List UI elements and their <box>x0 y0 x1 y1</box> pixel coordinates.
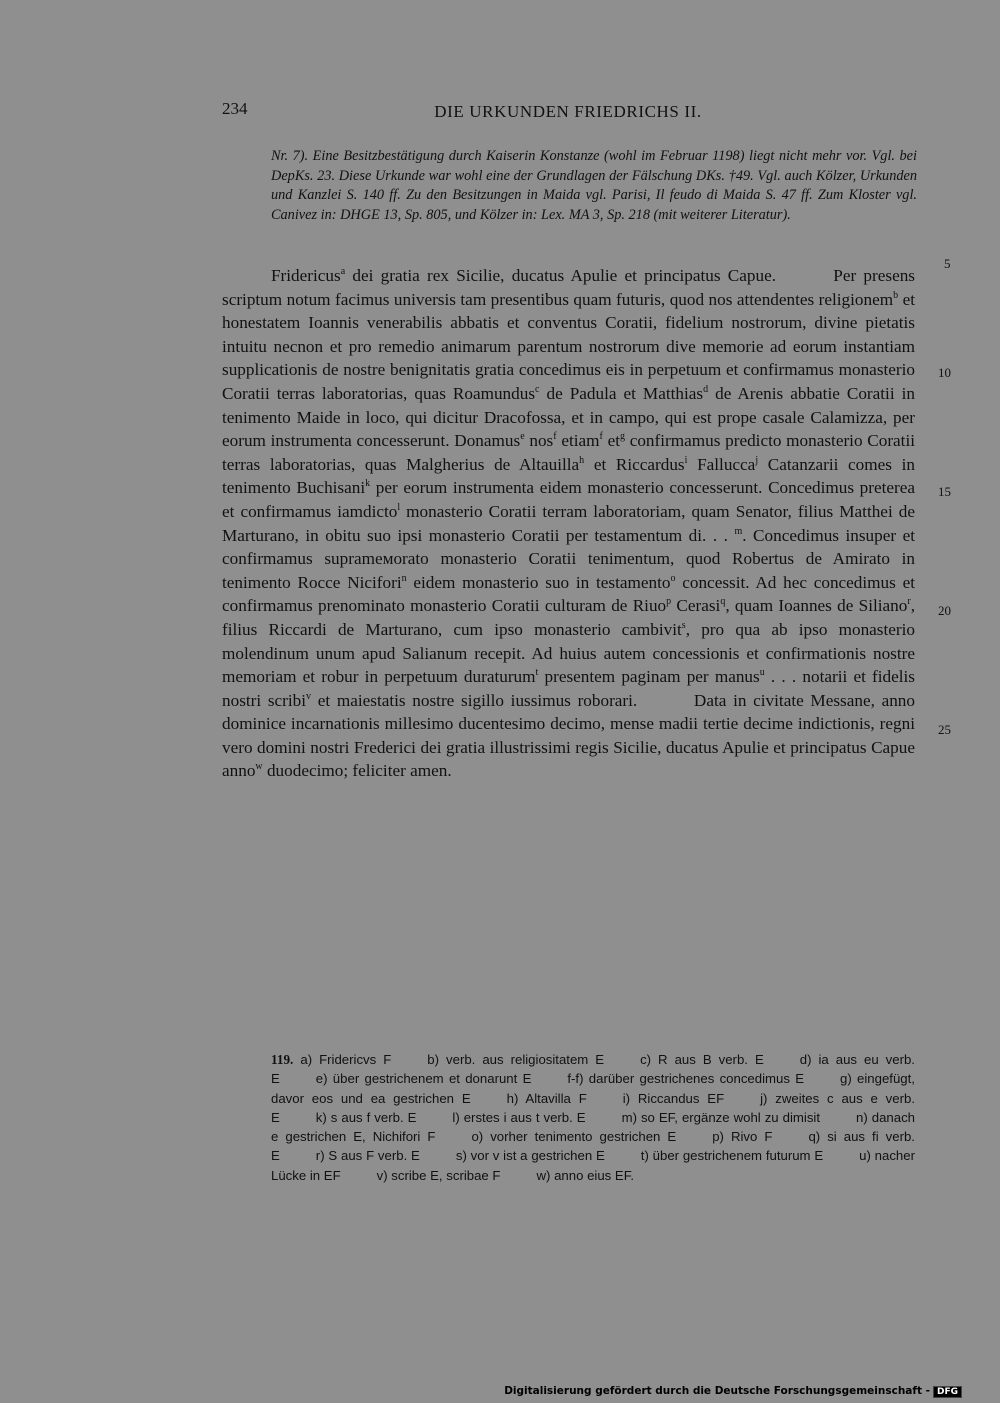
footnote-v: v) scribe E, scribae F <box>376 1167 501 1183</box>
footnote-a: a) Fridericvs F <box>300 1052 392 1067</box>
dfg-logo: DFG <box>933 1386 962 1398</box>
page-number: 234 <box>222 99 248 118</box>
footnote-n: n) danach e gestrichen E, Nichifori F <box>271 1109 916 1145</box>
footnote-marker: c <box>535 383 540 395</box>
footnote-marker: i <box>684 454 688 466</box>
document-number: 119. <box>271 1052 294 1067</box>
footer-text: Digitalisierung gefördert durch die Deutsche Forschungsgemeinschaft - <box>504 1385 930 1397</box>
footnote-e: e) über gestrichenem et donarunt E <box>315 1071 532 1087</box>
footnote-marker: s <box>681 619 686 631</box>
footnote-marker: v <box>306 690 312 702</box>
footnote-g: g) eingefügt, davor eos und ea gestrichen E <box>271 1071 915 1106</box>
footnote-c: c) R aus B verb. E <box>640 1052 764 1067</box>
footnote-marker: r <box>907 596 911 608</box>
footnote-q: q) si aus fi verb. E <box>271 1129 915 1164</box>
footnote-marker: p <box>666 596 672 608</box>
footnote-marker: f <box>599 431 603 443</box>
footnote-marker: m <box>734 525 743 537</box>
footnote-marker: a <box>340 266 346 277</box>
footnote-h: h) Altavilla F <box>506 1090 587 1106</box>
footnote-w: w) anno eius EF. <box>536 1167 634 1183</box>
intro-commentary: Nr. 7). Eine Besitzbestätigung durch Kaiserin Konstanze (wohl im Februar 1198) liegt nicht mehr vor. Vgl. bei DepKs. 23. Diese Urkunde war wohl eine der Grundlagen der Fälschung DKs. †49. Vgl. auch Kölzer, Urkunden und Kanzlei S. 140 ff. Zu den Besitzungen in Maida vgl. Parisi, Il feudo di Maida S. 47 ff. Zum Kloster vgl. Canivez in: DHGE 13, Sp. 805, und Kölzer in: Lex. MA 3, Sp. 218 (mit weiterer Literatur). <box>271 148 917 223</box>
footnote-marker: u <box>759 667 765 679</box>
footnote-t: t) über gestrichenem futurum E <box>640 1148 824 1164</box>
line-number-10: 10 <box>938 365 951 380</box>
footnote-marker: k <box>365 478 371 490</box>
footnote-marker: g <box>619 431 625 443</box>
footnote-marker: l <box>397 501 401 513</box>
footnote-b: b) verb. aus religiositatem E <box>427 1052 605 1067</box>
footnotes <box>271 1050 915 1185</box>
footnote-k: k) s aus f verb. E <box>315 1109 417 1125</box>
line-number-25: 25 <box>938 722 951 737</box>
running-head: DIE URKUNDEN FRIEDRICHS II. <box>434 102 702 121</box>
footnote-marker: f <box>553 431 557 443</box>
footnote-i: i) Riccandus EF <box>622 1090 725 1106</box>
footnote-marker: e <box>520 431 525 443</box>
footnote-marker: d <box>703 383 709 395</box>
footnote-marker: t <box>535 667 539 679</box>
footnote-u: u) nacher Lücke in EF <box>271 1148 915 1183</box>
footnote-d: d) ia aus eu verb. E <box>271 1052 915 1087</box>
footnote-p: p) Rivo F <box>712 1129 773 1145</box>
footnote-marker: j <box>755 454 759 466</box>
footnote-marker: n <box>401 572 407 584</box>
charter-text: Fridericus$^a$ dei gratia rex Sicilie, ducatus Apulie et principatus Capue. Per presens scriptum notum facimus universis tam presentibus quam futuris, quod nos attendentes religionem$^b$ et honestatem Ioannis venerabilis abbatis et conventus Coratii, fidelium nostrorum, divine pietatis intuitu necnon et pro remedio animarum parentum nostrorum dive memorie ad eorum instantiam supplicationis de nostre benignitatis gratia concedimus eis in perpetuum et confirmamus monasterio Coratii terras laboratorias, quas Roamundus$^c$ de Padula et Matthias$^d$ de Arenis abbatie Coratii in tenimento Maide in loco, qui dicitur Dracofossa, et in campo, qui est prope casale Calamizza, per eorum instrumenta concesserunt. Donamus$^e$ nos$^f$ etiam$^f$ $et^g$ confirmamus predicto monasterio Coratii terras laboratorias, quas Malgherius de Altauilla$^h$ et Riccardus$^i$ Fallucca$^j$ Catanzarii comes in tenimento Buchisani$^k$ per eorum instrumenta eidem monasterio concesserunt. Concedimus preterea et confirmamus iamdicto$^l$ monasterio Coratii terram laboratoriam, quam Senator, filius Matthei de Marturano, in obitu suo ipsi monasterio Coratii per testamentum di. . . $^m$. Concedimus insuper et confirmamus suprameмorato monasterio Coratii tenimentum, quod Robertus de Amirato in tenimento Rocce Nicifori$^n$ eidem monasterio suo in testamento$^o$ concessit. Ad hec concedimus et confirmamus prenominato monasterio Coratii culturam de Riuo$^p$ Cerasi$^q$, quam Ioannes de Siliano$^r$, filius Riccardi de Marturano, cum ipso monasterio cambivit$^s$, pro qua ab ipso monasterio molendinum unum apud Salianum recepit. Ad huius autem concessionis et confirmationis nostre memoriam et robur in perpetuum duraturum$^t$ presentem paginam per manus$^u$ . . . notarii et fidelis nostri scribi$^v$ et maiestatis nostre sigillo iussimus roborari. Data in civitate Messane, anno dominice incarnationis millesimo ducentesimo decimo, mense madii tertie decime indictionis, regni vero domini nostri Frederici dei gratia illustrissimi regis Sicilie, ducatus Apulie et principatus Capue anno$^w$ duodecimo; feliciter amen. <box>222 266 916 781</box>
footnote-j: j) zweites c aus e verb. E <box>271 1090 915 1125</box>
footnote-m: m) so EF, ergänze wohl zu dimisit <box>621 1109 821 1125</box>
footnote-marker: q <box>720 596 726 608</box>
footer-credit <box>504 1385 962 1398</box>
footnote-r: r) S aus F verb. E <box>315 1148 420 1164</box>
footnote-f: f-f) darüber gestrichenes concedimus E <box>567 1071 805 1087</box>
line-number-15: 15 <box>938 484 951 499</box>
footnote-marker: o <box>670 572 676 584</box>
line-number-5: 5 <box>944 256 951 271</box>
footnote-marker: w <box>255 761 263 773</box>
footnote-marker: b <box>893 289 899 301</box>
footnote-s: s) vor v ist a gestrichen E <box>455 1148 605 1164</box>
footnote-o: o) vorher tenimento gestrichen E <box>471 1129 677 1145</box>
footnote-l: l) erstes i aus t verb. E <box>452 1109 586 1125</box>
footnote-marker: h <box>579 454 585 466</box>
line-number-20: 20 <box>938 603 951 618</box>
